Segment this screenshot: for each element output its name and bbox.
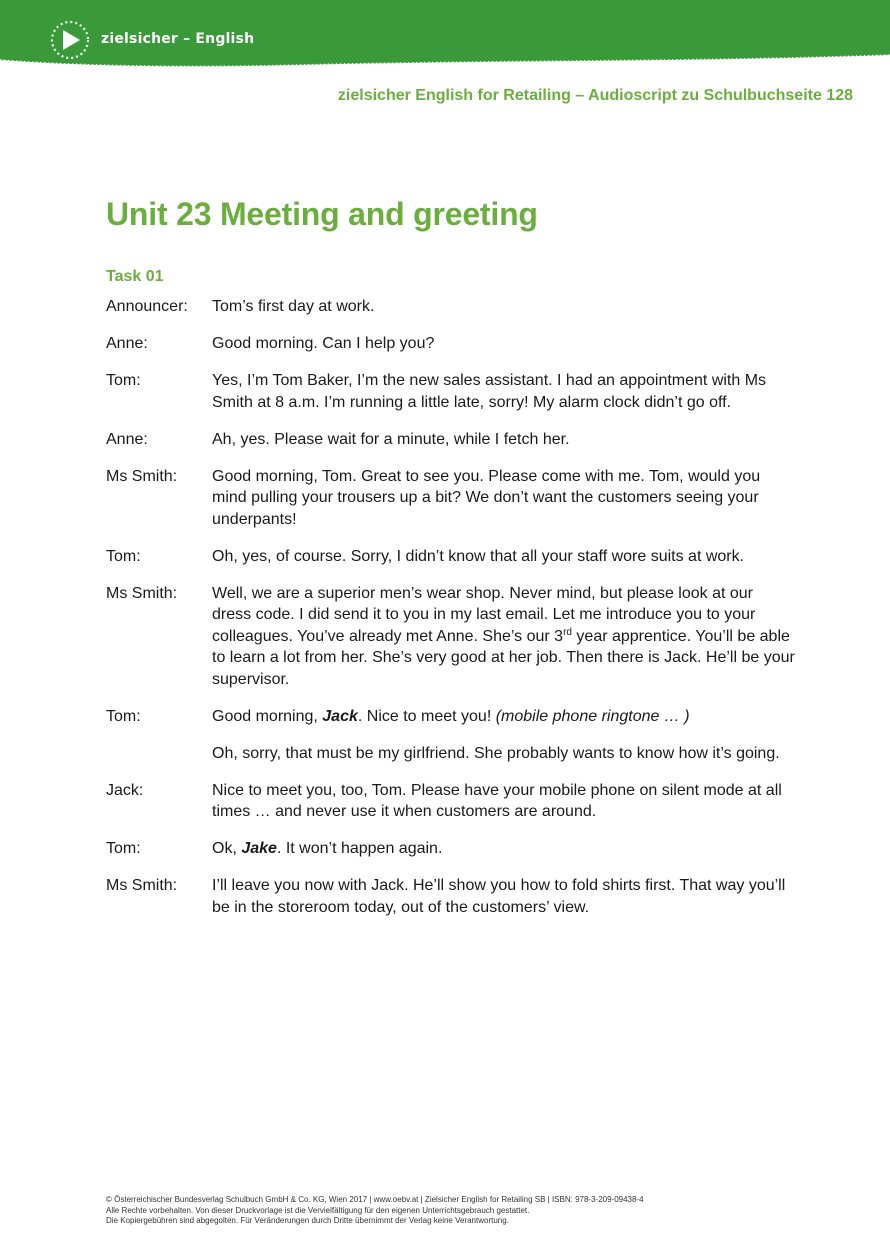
script-line: [106, 875, 796, 918]
speaker: Jack:: [106, 781, 144, 799]
copyright-footer: [106, 1195, 644, 1227]
speaker: Tom:: [106, 547, 141, 565]
utterance: Ah, yes. Please wait for a minute, while I fetch her.: [212, 430, 570, 448]
utterance-part: year apprentice. You’ll be able to learn a lot from her. She’s very good at her job. Then there is Jack. He’ll be your supervisor.: [212, 627, 795, 688]
speaker: [106, 743, 212, 765]
task-label: Task 01: [106, 268, 164, 285]
speaker: Tom:: [106, 707, 141, 725]
utterance: Oh, yes, of course. Sorry, I didn’t know that all your staff wore suits at work.: [212, 547, 745, 565]
utterance: Good morning. Can I help you?: [212, 335, 435, 352]
utterance-part: Well, we are a superior men’s wear shop. Never mind, but please look at our dress code. I did send it to you in my last email. Let me introduce you to your colleagues. You’ve already met Anne. She’s our 3: [212, 584, 756, 645]
emphasized-name: Jack: [322, 707, 358, 725]
stage-direction: (mobile phone ringtone … ): [495, 707, 690, 725]
speaker: Ms Smith:: [106, 877, 178, 894]
page-subtitle: zielsicher English for Retailing – Audioscript zu Schulbuchseite 128: [337, 87, 853, 104]
script-line: [106, 743, 796, 765]
speaker: Anne:: [106, 430, 148, 448]
script-line: [106, 370, 796, 413]
script-line: [106, 780, 796, 823]
emphasized-name: Jake: [241, 840, 277, 857]
speaker: Tom:: [106, 840, 141, 857]
utterance-part: . It won’t happen again.: [276, 840, 443, 857]
utterance: [212, 583, 796, 691]
footer-line: Alle Rechte vorbehalten. Von dieser Druckvorlage ist die Vervielfältigung für den eigenen Unterrichtsgebrauch gestattet.: [106, 1205, 530, 1215]
speaker: Ms Smith:: [106, 584, 178, 602]
script-line: [106, 706, 796, 728]
script-line: [106, 429, 796, 451]
speaker: Anne:: [106, 335, 148, 352]
script-line: [106, 333, 796, 355]
script-line: [106, 838, 796, 860]
speaker: Announcer:: [106, 298, 188, 315]
utterance-part: Good morning,: [212, 707, 323, 725]
utterance-part: Ok,: [212, 840, 242, 857]
footer-line: © Österreichischer Bundesverlag Schulbuch GmbH & Co. KG, Wien 2017 | www.oebv.at | Zielsicher English for Retailing SB | ISBN: 978-3-209-09438-4: [106, 1195, 644, 1204]
script-line: [106, 296, 796, 318]
utterance: Oh, sorry, that must be my girlfriend. She probably wants to know how it’s going.: [212, 744, 780, 762]
utterance: [212, 706, 796, 728]
utterance-part: . Nice to meet you!: [357, 707, 496, 725]
script-line: [106, 466, 796, 531]
utterance: Nice to meet you, too, Tom. Please have your mobile phone on silent mode at all times … and never use it when customers are around.: [212, 781, 782, 820]
speaker: Ms Smith:: [106, 467, 178, 485]
brand-logo-text: zielsicher – English: [101, 31, 255, 47]
script-line: [106, 546, 796, 568]
speaker: Tom:: [106, 372, 141, 389]
utterance: I’ll leave you now with Jack. He’ll show you how to fold shirts first. That way you’ll be in the storeroom today, out of the customers’ view.: [212, 877, 786, 916]
utterance: Yes, I’m Tom Baker, I’m the new sales assistant. I had an appointment with Ms Smith at 8 a.m. I’m running a little late, sorry! My alarm clock didn’t go off.: [212, 372, 767, 411]
ordinal-suffix: rd: [563, 626, 572, 638]
audioscript: [106, 296, 796, 934]
utterance: [212, 838, 796, 860]
utterance: Tom’s first day at work.: [212, 298, 375, 315]
footer-line: Die Kopiergebühren sind abgegolten. Für Veränderungen durch Dritte übernimmt der Verlag keine Verantwortung.: [106, 1216, 509, 1225]
utterance: Good morning, Tom. Great to see you. Please come with me. Tom, would you mind pulling your trousers up a bit? We don’t want the customers seeing your underpants!: [212, 467, 761, 528]
unit-title: Unit 23 Meeting and greeting: [106, 196, 538, 232]
script-line: [106, 583, 796, 691]
